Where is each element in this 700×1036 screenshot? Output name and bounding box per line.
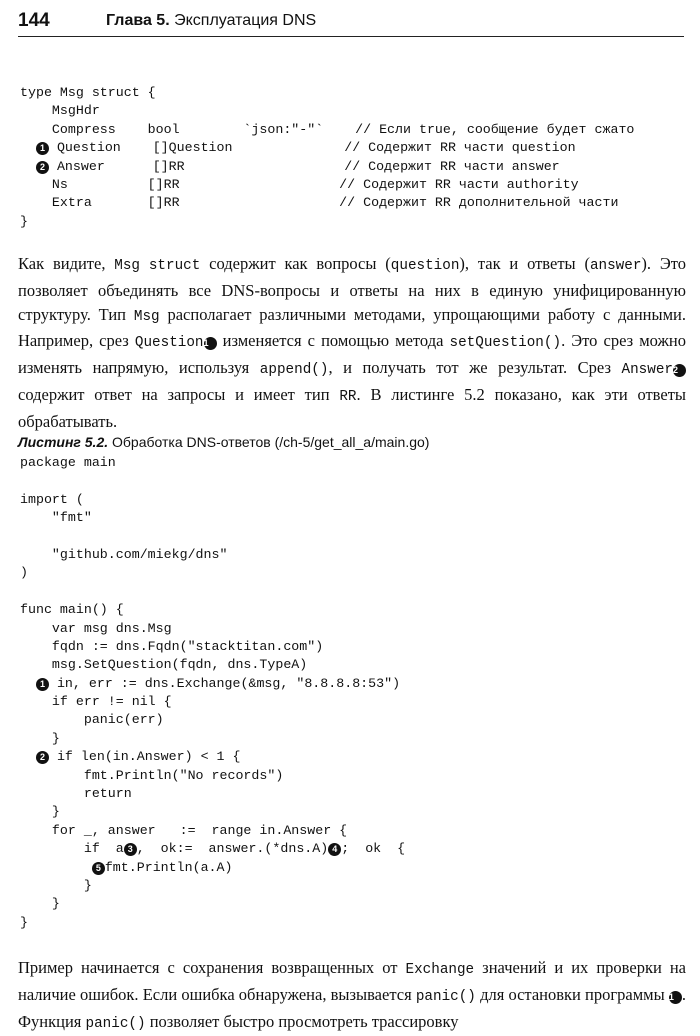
code-line: 2 if len(in.Answer) < 1 { — [20, 748, 405, 766]
callout-marker-1: 1 — [36, 142, 49, 155]
callout-marker-4: 4 — [328, 843, 341, 856]
code-line: if a 3 , ok:= answer.(*dns.A) 4 ; ok { — [20, 841, 406, 857]
code-line: if err != nil { — [20, 694, 172, 710]
chapter-label: Глава 5. — [106, 12, 170, 29]
code-block-msg-struct — [20, 84, 634, 231]
code-line: msg.SetQuestion(fqdn, dns.TypeA) — [20, 657, 308, 673]
inline-code: Msg — [133, 308, 160, 325]
code-line — [20, 472, 405, 490]
code-line: type Msg struct { — [20, 85, 156, 100]
code-line: import ( — [20, 491, 84, 507]
page-header — [18, 8, 684, 37]
callout-marker-5: 5 — [92, 862, 105, 875]
code-line: ) — [20, 565, 28, 581]
inline-code: Question — [134, 335, 204, 352]
callout-marker-2: 2 — [36, 751, 49, 764]
paragraph-msg-explanation: Как видите, Msg struct содержит как вопросы (question), так и ответы (answer). Это позволяет объединять все DNS-вопросы и ответы на них в единую унифицированную структуру. Тип Msg располагает различными методами, упрощающими работу с данными. Например, срез Question1 изменяется с помощью метода setQuestion(). Это срез можно изменять напрямую, используя append(), и получать тот же результат. Срез Answer2 содержит ответ на запросы и имеет тип RR. В листинге 5.2 показано, как эти ответы обрабатывать. — [18, 254, 686, 431]
code-line: } — [20, 896, 60, 912]
code-line: } — [20, 804, 60, 820]
code-line: for _, answer := range in.Answer { — [20, 822, 348, 838]
inline-code: setQuestion() — [449, 335, 562, 352]
code-line: } — [20, 914, 28, 930]
code-line: 1 in, err := dns.Exchange(&msg, "8.8.8.8:53") — [20, 675, 405, 693]
code-line: var msg dns.Msg — [20, 620, 172, 636]
page-number: 144 — [18, 10, 50, 31]
code-line — [20, 583, 405, 601]
inline-code: RR — [339, 388, 357, 405]
callout-marker-2: 2 — [673, 364, 686, 377]
callout-marker-1: 1 — [204, 337, 217, 350]
inline-code: Exchange — [405, 962, 475, 978]
paragraph-exchange-explanation: Пример начинается с сохранения возвращенных от Exchange значений и их проверки на наличие ошибок. Если ошибка обнаружена, вызывается panic() для остановки программы 1 . Функция panic() позволяет быстро просмотреть трассировку — [18, 958, 686, 1032]
code-line: func main() { — [20, 602, 124, 618]
code-line: 2 Answer []RR // Содержит RR части answer — [20, 158, 634, 176]
callout-marker-1: 1 — [36, 678, 49, 691]
inline-code: panic() — [85, 1015, 146, 1032]
code-line: } — [20, 730, 60, 746]
chapter-heading — [106, 12, 316, 30]
code-line: Compress bool `json:"-"` // Если true, сообщение будет сжато — [20, 121, 635, 137]
code-line: return — [20, 786, 132, 802]
callout-marker-1: 1 — [669, 991, 682, 1004]
inline-code: panic() — [415, 988, 476, 1005]
code-line: package main — [20, 455, 116, 470]
code-line: 1 Question []Question // Содержит RR части question — [20, 139, 634, 157]
code-block-listing-5-2 — [20, 454, 405, 932]
code-line: "fmt" — [20, 510, 92, 526]
listing-label: Листинг 5.2. — [18, 434, 109, 450]
callout-marker-2: 2 — [36, 161, 49, 174]
code-line: } — [20, 877, 92, 893]
code-line: } — [20, 213, 28, 229]
code-line: panic(err) — [20, 712, 164, 728]
code-line: Ns []RR // Содержит RR части authority — [20, 176, 579, 192]
inline-code: Msg — [114, 258, 141, 274]
chapter-title: Эксплуатация DNS — [174, 12, 317, 29]
code-line: MsgHdr — [20, 103, 100, 119]
code-line: Extra []RR // Содержит RR дополнительной части — [20, 195, 619, 211]
code-line: "github.com/miekg/dns" — [20, 546, 228, 562]
code-line: fqdn := dns.Fqdn("stacktitan.com") — [20, 638, 324, 654]
listing-caption — [18, 434, 686, 450]
callout-marker-3: 3 — [124, 843, 137, 856]
inline-code: question — [390, 258, 460, 274]
inline-code: answer — [589, 258, 642, 274]
code-line: 5 fmt.Println(a.A) — [20, 859, 405, 877]
code-line: fmt.Println("No records") — [20, 767, 284, 783]
listing-title: Обработка DNS-ответов (/ch-5/get_all_a/main.go) — [112, 434, 430, 450]
inline-code: Answer — [621, 362, 673, 379]
code-line — [20, 528, 405, 546]
inline-code: append() — [259, 362, 329, 379]
inline-code: struct — [148, 258, 201, 274]
